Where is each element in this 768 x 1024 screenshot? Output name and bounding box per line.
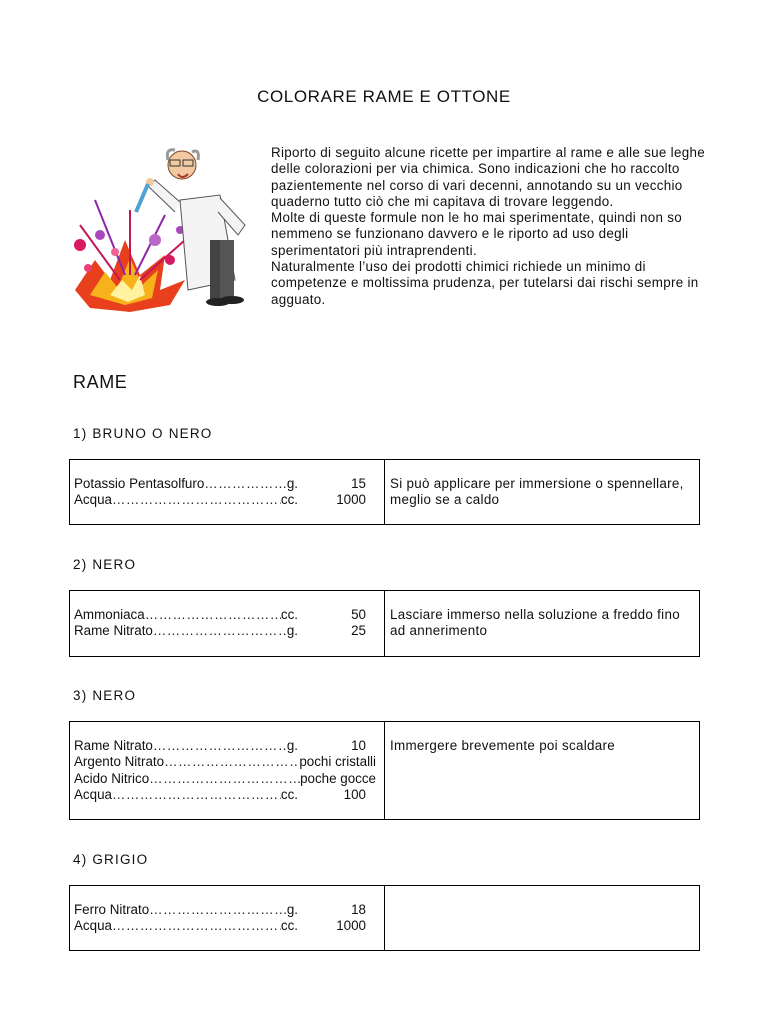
ingredient-row: Ammoniaca …………………………………………………………………… cc. 50: [74, 607, 376, 623]
recipe-note: [385, 886, 699, 950]
ingredient-row: Rame Nitrato …………………………………………………………………… g. 10: [74, 738, 376, 754]
recipe-note: Immergere brevemente poi scaldare: [390, 738, 615, 753]
ingredient-row: Acqua …………………………………………………………………… cc. 1000: [74, 492, 376, 508]
page-title: COLORARE RAME E OTTONE: [257, 87, 511, 106]
intro-paragraph: Molte di queste formule non le ho mai sperimentate, quindi non so nemmeno se funzionano davvero e le riporto ad uso degli sperimentatori più intraprendenti.: [271, 210, 683, 258]
recipe-table: [69, 590, 700, 657]
ingredient-row: Rame Nitrato …………………………………………………………………… g. 25: [74, 623, 376, 639]
scientist-explosion-illustration: [70, 140, 265, 320]
section-title-rame: RAME: [73, 372, 128, 392]
ingredient-row: Acqua …………………………………………………………………… cc. 100: [74, 787, 376, 803]
intro-text: [271, 145, 711, 308]
recipe-title: 3) NERO: [73, 688, 137, 703]
ingredient-row: Potassio Pentasolfuro …………………………………………………………………… g. 15: [74, 476, 376, 492]
intro-paragraph: Riporto di seguito alcune ricette per impartire al rame e alle sue leghe delle colorazioni per via chimica. Sono indicazioni che ho raccolto pazientemente nel corso di vari decenni, annotando su un vecchio quaderno tutto ciò che mi capitava di trovare leggendo.: [271, 145, 705, 209]
recipe-table: [69, 721, 700, 820]
recipe-table: [69, 885, 700, 951]
recipe-table: [69, 459, 700, 525]
recipe-title: 4) GRIGIO: [73, 852, 149, 867]
ingredients-cell: [70, 460, 385, 524]
ingredients-cell: [70, 591, 385, 656]
recipe-title: 2) NERO: [73, 557, 137, 572]
recipe-note: Lasciare immerso nella soluzione a freddo fino ad annerimento: [390, 607, 680, 639]
ingredients-cell: [70, 722, 385, 819]
ingredient-row: Ferro Nitrato …………………………………………………………………… g. 18: [74, 902, 376, 918]
intro-paragraph: Naturalmente l’uso dei prodotti chimici richiede un minimo di competenze e moltissima prudenza, per tutelarsi dai rischi sempre in agguato.: [271, 259, 699, 307]
ingredients-cell: [70, 886, 385, 950]
ingredient-row: Acqua …………………………………………………………………… cc. 1000: [74, 918, 376, 934]
recipe-title: 1) BRUNO O NERO: [73, 426, 213, 441]
ingredient-row: Argento Nitrato …………………………………………………………………… pochi cristalli: [74, 754, 376, 770]
ingredient-row: Acido Nitrico …………………………………………………………………… poche gocce: [74, 771, 376, 787]
recipe-note: Si può applicare per immersione o spennellare, meglio se a caldo: [390, 476, 684, 508]
explosion-icon: [74, 200, 185, 312]
